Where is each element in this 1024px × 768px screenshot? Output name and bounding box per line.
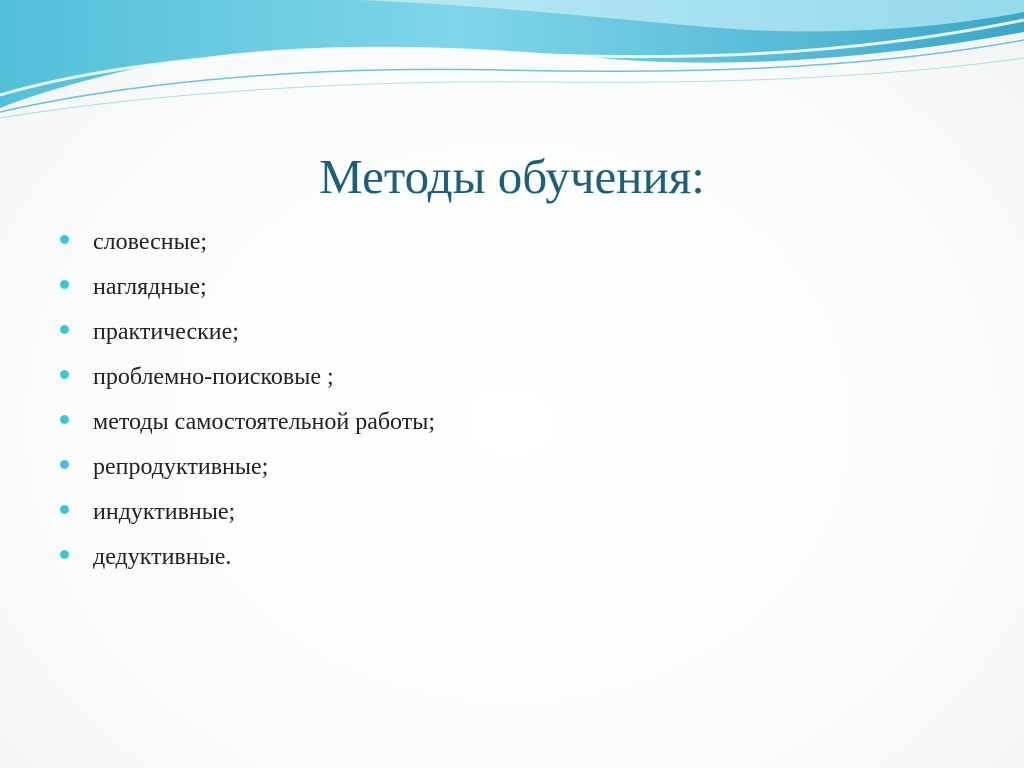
list-item-text: методы самостоятельной работы; <box>93 409 436 435</box>
list-item <box>60 355 435 400</box>
list-item-text: индуктивные; <box>93 499 236 525</box>
header-wave-decoration <box>0 0 1024 130</box>
list-item-text: словесные; <box>93 229 208 255</box>
list-item-text: наглядные; <box>93 274 207 300</box>
bullet-dot-icon <box>60 415 69 424</box>
bullet-dot-icon <box>60 280 69 289</box>
bullet-dot-icon <box>60 505 69 514</box>
list-item-text: проблемно-поисковые ; <box>93 364 334 390</box>
bullet-dot-icon <box>60 460 69 469</box>
bullet-dot-icon <box>60 370 69 379</box>
list-item-text: репродуктивные; <box>93 454 269 480</box>
bullet-list <box>60 220 435 580</box>
list-item <box>60 535 435 580</box>
slide-title: Методы обучения: <box>319 149 705 204</box>
list-item <box>60 310 435 355</box>
list-item <box>60 445 435 490</box>
list-item <box>60 265 435 310</box>
bullet-dot-icon <box>60 235 69 244</box>
list-item <box>60 490 435 535</box>
bullet-dot-icon <box>60 550 69 559</box>
list-item <box>60 400 435 445</box>
list-item-text: дедуктивные. <box>93 544 232 570</box>
list-item <box>60 220 435 265</box>
list-item-text: практические; <box>93 319 239 345</box>
bullet-dot-icon <box>60 325 69 334</box>
